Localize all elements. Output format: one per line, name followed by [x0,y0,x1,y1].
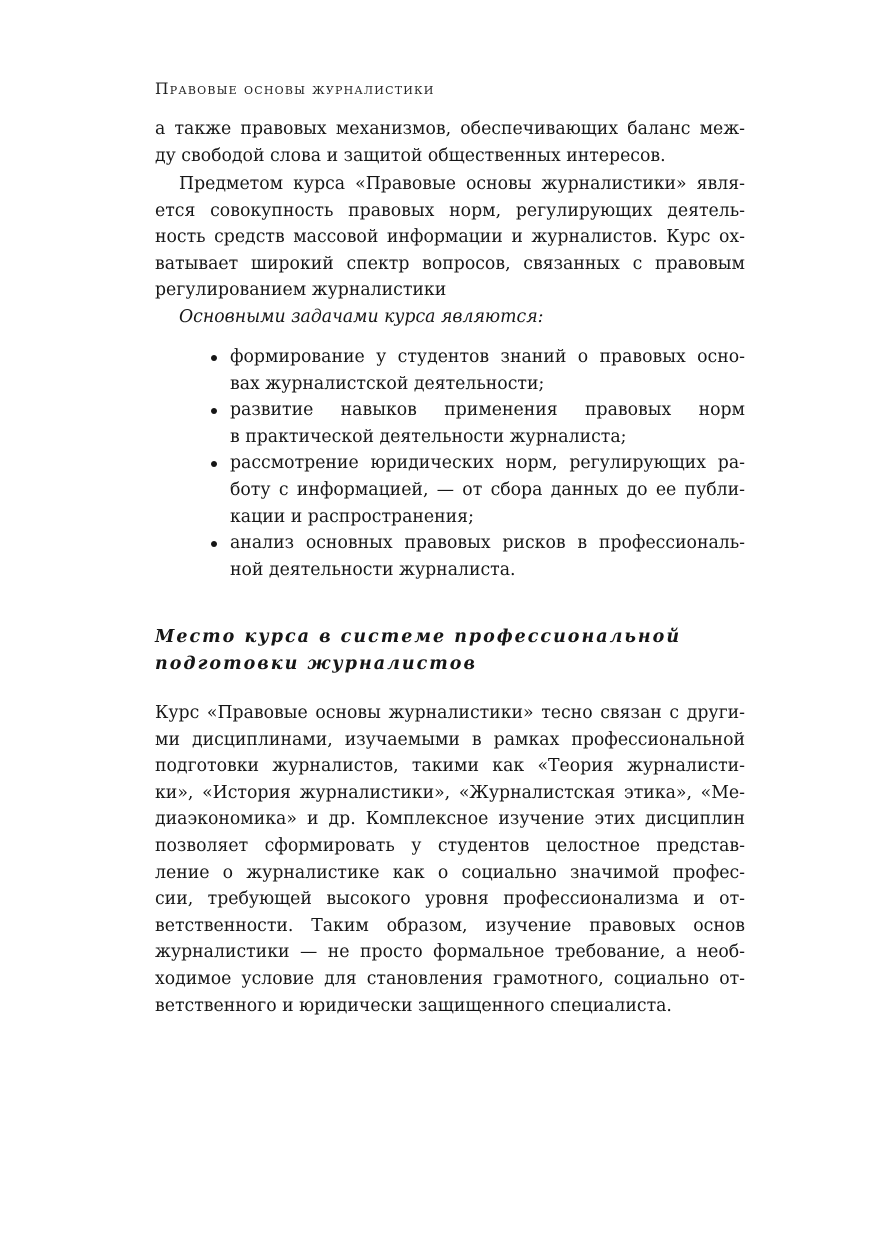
list-item [207,530,745,583]
text-line: рассмотрение юридических норм, регулирующих ра- [230,453,745,474]
text-line: Курс «Правовые основы журналистики» тесно связан с други- [155,703,745,723]
text-line: анализ основных правовых рисков в профессиональ- [230,533,745,554]
list-item [207,450,745,530]
text-line: подготовки журналистов, такими как «Теория журналисти- [155,756,745,777]
text-line: ки», «История журналистики», «Журналистская этика», «Ме- [155,782,745,803]
text-line: в практической деятельности журналиста; [230,426,627,447]
paragraph-course-place [155,700,745,1019]
text-line: Предметом курса «Правовые основы журналистики» явля- [179,174,745,194]
tasks-list [207,344,745,583]
text-line: позволяет сформировать у студентов целостное представ- [155,835,745,856]
text-line: ность средств массовой информации и журналистов. Курс ох- [155,227,745,248]
section-heading [155,624,681,678]
text-line: вах журналистской деятельности; [230,373,545,394]
text-line: ходимое условие для становления грамотного, социально от- [155,968,745,989]
text-line: ватывает широкий спектр вопросов, связанных с правовым [155,253,745,274]
paragraph-subject [155,171,745,304]
list-item [207,344,745,397]
text-line: ется совокупность правовых норм, регулирующих деятель- [155,200,745,221]
text-line: боту с информацией, — от сбора данных до ее публи- [230,479,745,500]
text-line: ветственности. Таким образом, изучение правовых основ [155,915,745,936]
text-line: регулированием журналистики [155,280,447,301]
text-line: ду свободой слова и защитой общественных интересов. [155,145,666,166]
text-line: формирование у студентов знаний о правовых осно- [230,347,745,367]
text-line: ной деятельности журналиста. [230,559,516,580]
text-line: диаэкономика» и др. Комплексное изучение этих дисциплин [155,809,745,830]
paragraph-intro [155,116,745,169]
text-line: журналистики — не просто формальное требование, а необ- [155,942,745,963]
text-line: развитие навыков применения правовых норм [230,400,745,421]
list-item [207,397,745,450]
tasks-intro: Основными задачами курса являются: [179,307,544,327]
heading-line: Место курса в системе профессиональной [155,627,682,647]
text-line: ление о журналистике как о социально значимой профес- [155,862,745,883]
text-line: ми дисциплинами, изучаемыми в рамках профессиональной [155,729,745,750]
text-line: а также правовых механизмов, обеспечивающих баланс меж- [155,119,745,139]
heading-line: подготовки журналистов [155,654,477,674]
text-line: ветственного и юридически защищенного специалиста. [155,995,672,1016]
text-line: кации и распространения; [230,506,474,527]
text-line: сии, требующей высокого уровня профессионализма и от- [155,889,745,910]
running-head: Правовые основы журналистики [155,80,435,98]
